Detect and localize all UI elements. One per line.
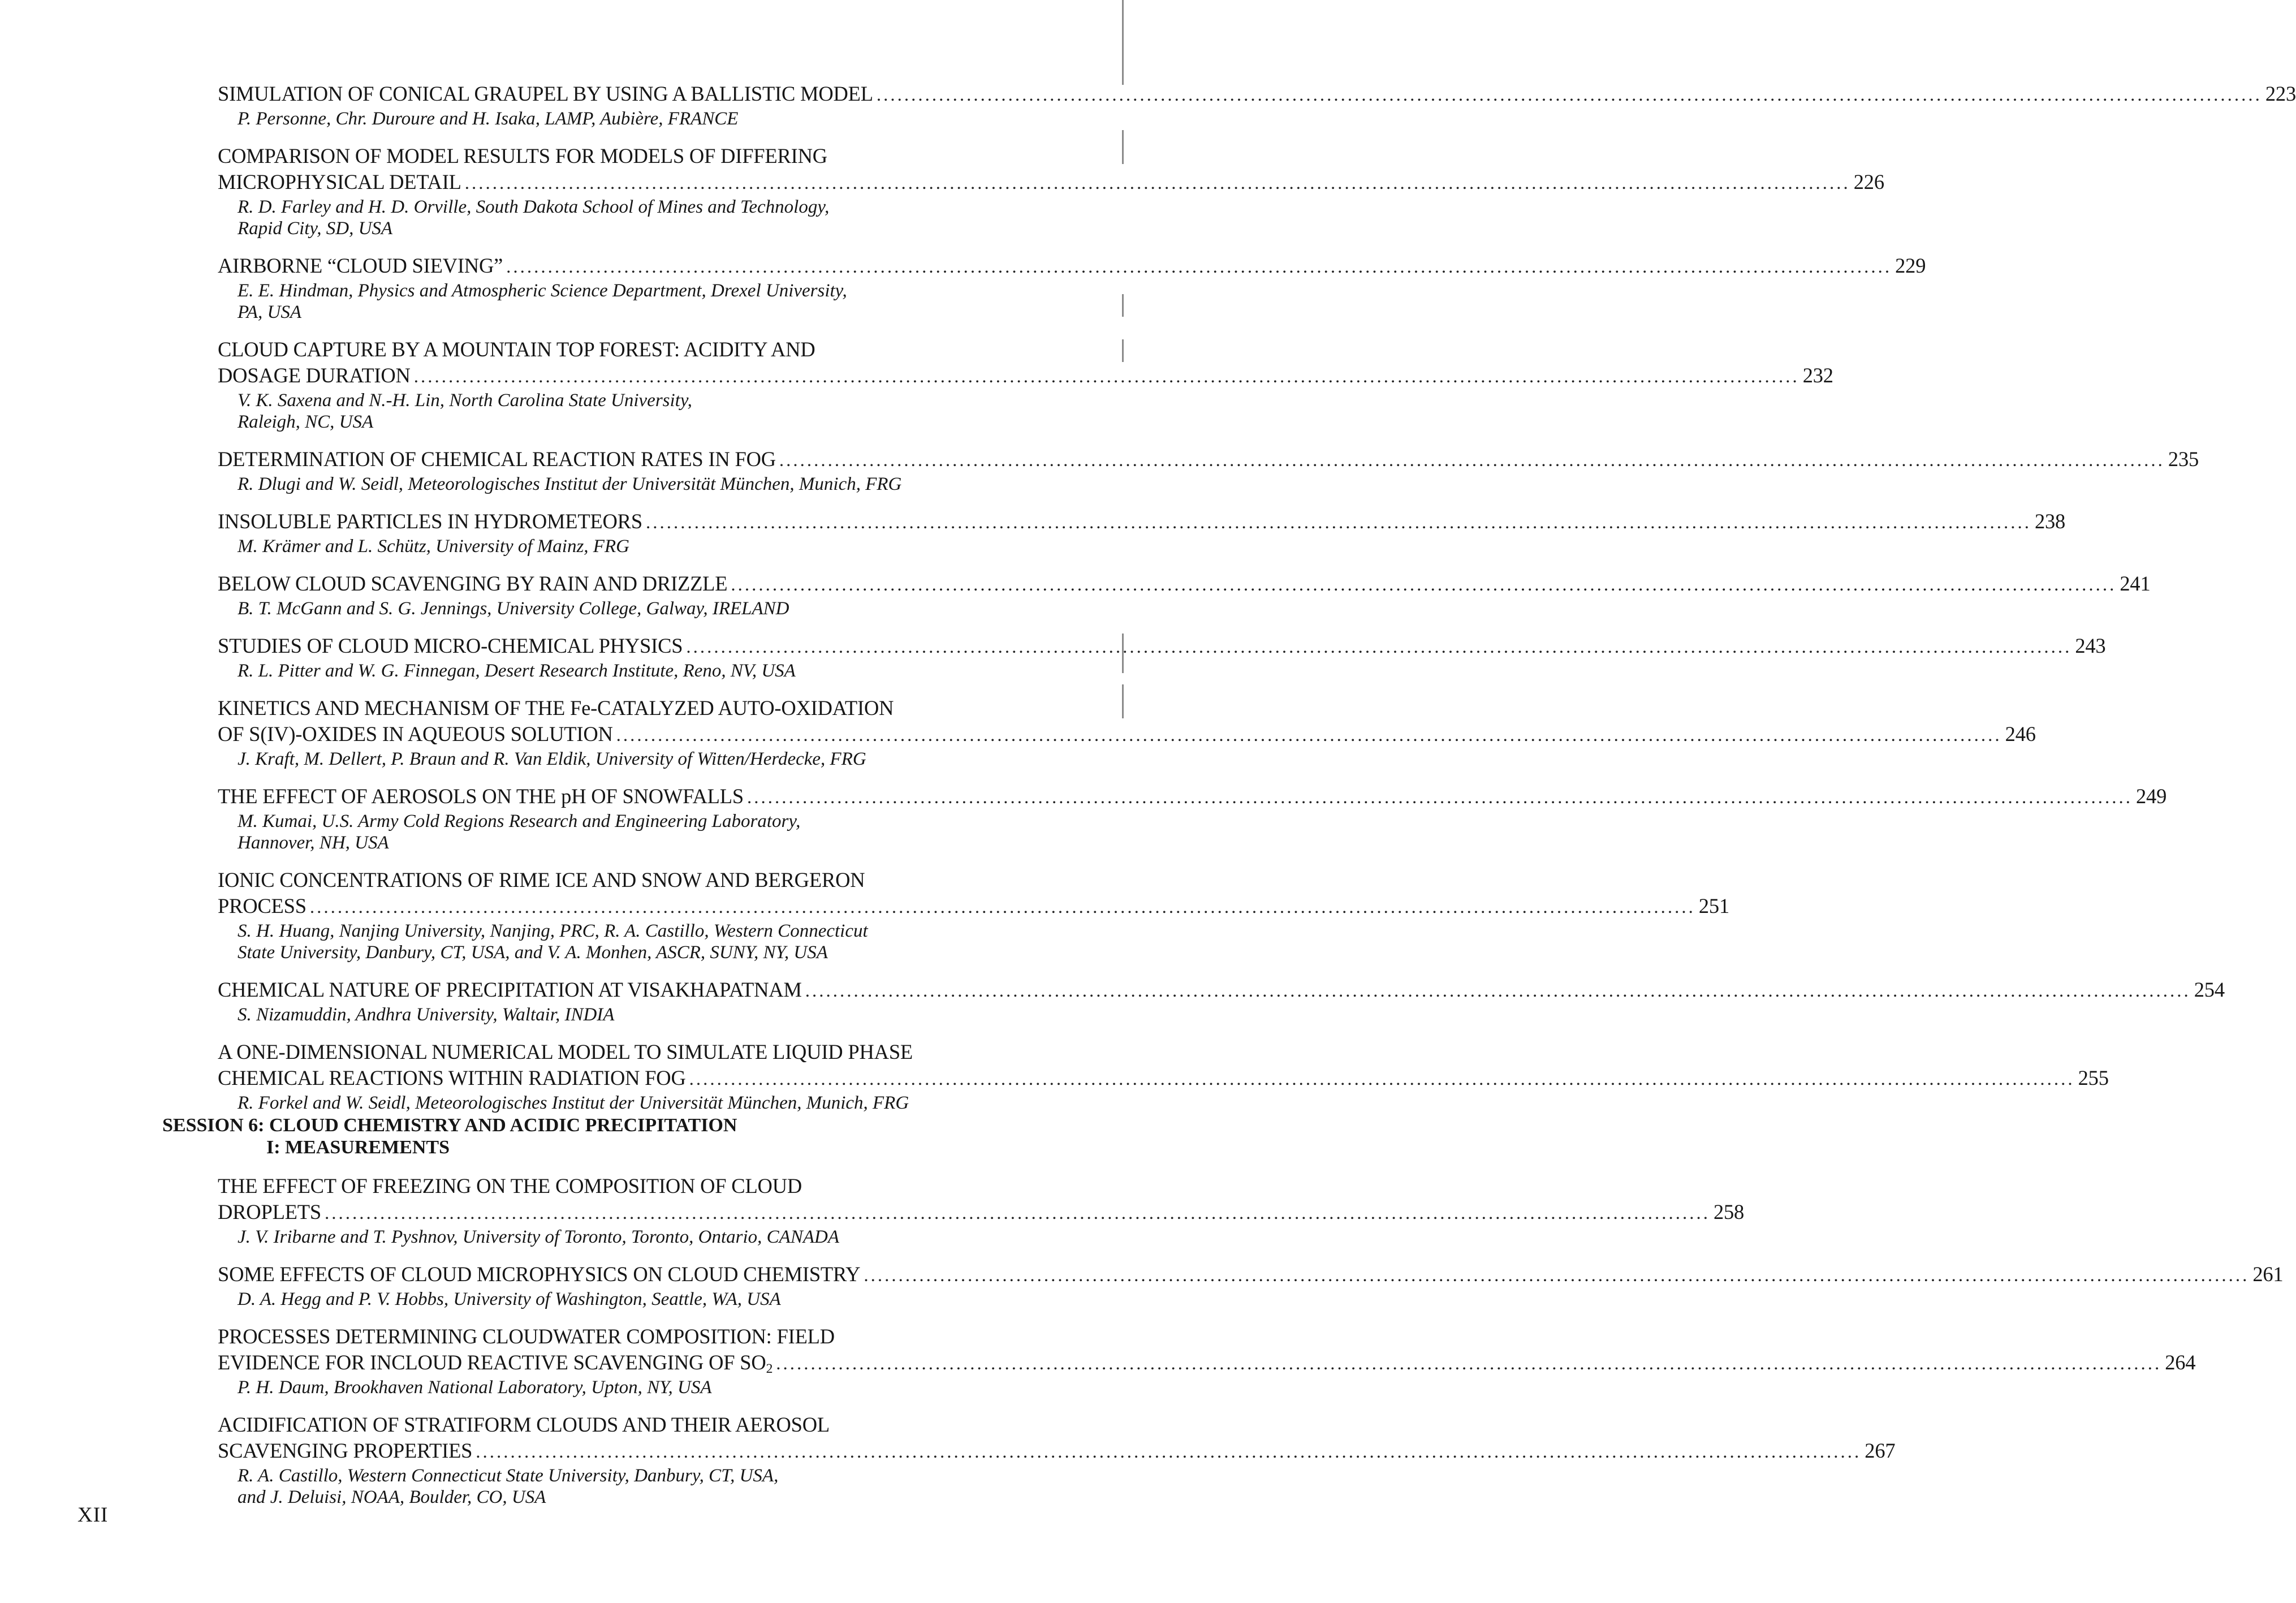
toc-title-line-with-page bbox=[218, 363, 1833, 390]
toc-title-line-with-page bbox=[218, 893, 1730, 920]
toc-authors: M. Krämer and L. Schütz, University of Mainz, FRG bbox=[238, 536, 629, 557]
toc-page-number: 255 bbox=[2078, 1066, 2109, 1089]
toc-section-1 bbox=[218, 81, 2296, 1127]
toc-page-number: 232 bbox=[1802, 364, 1833, 387]
subscript: 2 bbox=[766, 1361, 773, 1376]
dot-leader: ........................................................................................................................................................................................................ bbox=[776, 1354, 2162, 1374]
toc-title-line-with-page bbox=[218, 783, 2167, 811]
toc-title-line: A ONE-DIMENSIONAL NUMERICAL MODEL TO SIMULATE LIQUID PHASE bbox=[218, 1040, 913, 1063]
toc-page-number: 261 bbox=[2252, 1262, 2284, 1286]
toc-title-text: CHEMICAL REACTIONS WITHIN RADIATION FOG bbox=[218, 1066, 686, 1089]
toc-entry bbox=[218, 1039, 2109, 1114]
toc-title-line-with-page bbox=[218, 721, 2036, 748]
page-edge-line bbox=[1122, 294, 1124, 317]
toc-title-text: SCAVENGING PROPERTIES bbox=[218, 1439, 473, 1462]
toc-authors: and J. Deluisi, NOAA, Boulder, CO, USA bbox=[238, 1487, 546, 1507]
toc-authors: R. Forkel and W. Seidl, Meteorologisches Institut der Universität München, Munich, FRG bbox=[238, 1093, 909, 1113]
toc-authors: Rapid City, SD, USA bbox=[238, 218, 393, 239]
toc-entry bbox=[218, 81, 2296, 130]
toc-title-line-with-page bbox=[218, 1261, 2284, 1289]
toc-title-text: EVIDENCE FOR INCLOUD REACTIVE SCAVENGING OF $SO_2$ bbox=[218, 1351, 773, 1376]
dot-leader: ........................................................................................................................................................................................................ bbox=[746, 787, 2133, 808]
page-number: XII bbox=[77, 1503, 109, 1527]
toc-authors: Raleigh, NC, USA bbox=[238, 412, 374, 432]
toc-title-text: DETERMINATION OF CHEMICAL REACTION RATES IN FOG bbox=[218, 447, 776, 471]
toc-authors: B. T. McGann and S. G. Jennings, University College, Galway, IRELAND bbox=[238, 598, 789, 619]
toc-title-text: OF S(IV)-OXIDES IN AQUEOUS SOLUTION bbox=[218, 722, 613, 746]
toc-entry bbox=[218, 143, 1884, 239]
toc-page-number: 267 bbox=[1865, 1439, 1896, 1462]
dot-leader: ........................................................................................................................................................................................................ bbox=[413, 367, 1799, 387]
toc-title-text: PROCESS bbox=[218, 894, 307, 917]
page-edge-line bbox=[1122, 339, 1124, 362]
toc-entry bbox=[218, 253, 1926, 323]
dot-leader: ........................................................................................................................................................................................................ bbox=[686, 637, 2072, 657]
toc-title-text: CHEMICAL NATURE OF PRECIPITATION AT VISAKHAPATNAM bbox=[218, 978, 802, 1001]
toc-title-line-with-page bbox=[218, 1199, 1745, 1226]
toc-entry bbox=[218, 1261, 2284, 1310]
toc-authors: R. L. Pitter and W. G. Finnegan, Desert Research Institute, Reno, NV, USA bbox=[238, 661, 796, 681]
toc-entry bbox=[218, 446, 2199, 495]
toc-page-number: 243 bbox=[2075, 634, 2106, 657]
toc-page-number: 258 bbox=[1713, 1200, 1745, 1223]
toc-title-text: SIMULATION OF CONICAL GRAUPEL BY USING A BALLISTIC MODEL bbox=[218, 82, 873, 105]
toc-title-line: THE EFFECT OF FREEZING ON THE COMPOSITION OF CLOUD bbox=[218, 1174, 802, 1197]
dot-leader: ........................................................................................................................................................................................................ bbox=[805, 981, 2191, 1001]
toc-entry bbox=[218, 633, 2106, 682]
toc-entry bbox=[218, 571, 2151, 619]
toc-entry bbox=[218, 783, 2167, 854]
dot-leader: ........................................................................................................................................................................................................ bbox=[864, 1265, 2250, 1286]
toc-page-number: 226 bbox=[1853, 170, 1884, 193]
toc-title-text: DOSAGE DURATION bbox=[218, 364, 411, 387]
toc-page-number: 238 bbox=[2034, 510, 2066, 533]
toc-entry bbox=[218, 337, 1833, 433]
toc-page-number: 254 bbox=[2194, 978, 2225, 1001]
dot-leader: ........................................................................................................................................................................................................ bbox=[779, 450, 2165, 471]
toc-authors: PA, USA bbox=[238, 302, 302, 322]
toc-title-text: AIRBORNE “CLOUD SIEVING” bbox=[218, 254, 503, 277]
toc-title-line-with-page bbox=[218, 633, 2106, 660]
toc-entry bbox=[218, 509, 2066, 557]
toc-title-line-with-page bbox=[218, 169, 1884, 196]
toc-page-number: 241 bbox=[2120, 572, 2151, 595]
toc-authors: D. A. Hegg and P. V. Hobbs, University of Washington, Seattle, WA, USA bbox=[238, 1289, 781, 1309]
toc-authors: P. Personne, Chr. Duroure and H. Isaka, LAMP, Aubière, FRANCE bbox=[238, 109, 739, 129]
dot-leader: ........................................................................................................................................................................................................ bbox=[506, 257, 1892, 277]
toc-title-line-with-page bbox=[218, 977, 2225, 1004]
toc-authors: R. D. Farley and H. D. Orville, South Dakota School of Mines and Technology, bbox=[238, 197, 830, 217]
toc-entry bbox=[218, 1173, 1745, 1248]
page-edge-line bbox=[1122, 684, 1124, 718]
toc-authors: S. H. Huang, Nanjing University, Nanjing, PRC, R. A. Castillo, Western Connecticut bbox=[238, 921, 868, 941]
page-edge-line bbox=[1122, 0, 1124, 85]
toc-title-line: CLOUD CAPTURE BY A MOUNTAIN TOP FOREST: ACIDITY AND bbox=[218, 338, 815, 361]
toc-entry bbox=[218, 1324, 2196, 1398]
toc-authors: R. A. Castillo, Western Connecticut State University, Danbury, CT, USA, bbox=[238, 1466, 779, 1486]
toc-title-text: SOME EFFECTS OF CLOUD MICROPHYSICS ON CLOUD CHEMISTRY bbox=[218, 1262, 861, 1286]
dot-leader: ........................................................................................................................................................................................................ bbox=[731, 575, 2117, 595]
toc-section-2 bbox=[218, 1173, 2284, 1522]
toc-authors: Hannover, NH, USA bbox=[238, 833, 389, 853]
toc-title-text: THE EFFECT OF AEROSOLS ON THE pH OF SNOWFALLS bbox=[218, 785, 744, 808]
toc-title-line: KINETICS AND MECHANISM OF THE Fe-CATALYZED AUTO-OXIDATION bbox=[218, 696, 894, 719]
toc-entry bbox=[218, 867, 1730, 963]
toc-page-number: 223 bbox=[2265, 82, 2296, 105]
toc-entry bbox=[218, 695, 2036, 770]
toc-title-line-with-page bbox=[218, 1438, 1896, 1465]
dot-leader: ........................................................................................................................................................................................................ bbox=[309, 897, 1695, 917]
toc-authors: V. K. Saxena and N.-H. Lin, North Carolina State University, bbox=[238, 390, 692, 411]
toc-title-line-with-page bbox=[218, 1065, 2109, 1092]
toc-page-number: 229 bbox=[1895, 254, 1926, 277]
toc-title-line: PROCESSES DETERMINING CLOUDWATER COMPOSITION: FIELD bbox=[218, 1325, 835, 1348]
toc-authors: J. V. Iribarne and T. Pyshnov, University of Toronto, Toronto, Ontario, CANADA bbox=[238, 1227, 839, 1247]
toc-entry bbox=[218, 977, 2225, 1025]
dot-leader: ........................................................................................................................................................................................................ bbox=[476, 1442, 1862, 1462]
toc-title-line-with-page bbox=[218, 1350, 2196, 1377]
toc-page-number: 246 bbox=[2005, 722, 2036, 746]
toc-authors: J. Kraft, M. Dellert, P. Braun and R. Van Eldik, University of Witten/Herdecke, FRG bbox=[238, 749, 866, 769]
dot-leader: ........................................................................................................................................................................................................ bbox=[689, 1069, 2075, 1089]
session-title: SESSION 6: CLOUD CHEMISTRY AND ACIDIC PRECIPITATION bbox=[162, 1115, 737, 1136]
toc-title-text: BELOW CLOUD SCAVENGING BY RAIN AND DRIZZLE bbox=[218, 572, 728, 595]
page-edge-line bbox=[1122, 130, 1124, 164]
toc-authors: State University, Danbury, CT, USA, and V. A. Monhen, ASCR, SUNY, NY, USA bbox=[238, 942, 828, 963]
toc-title-line: COMPARISON OF MODEL RESULTS FOR MODELS OF DIFFERING bbox=[218, 144, 827, 167]
toc-title-line-with-page bbox=[218, 81, 2296, 108]
toc-authors: P. H. Daum, Brookhaven National Laboratory, Upton, NY, USA bbox=[238, 1377, 712, 1398]
session-subtitle: I: MEASUREMENTS bbox=[266, 1137, 450, 1158]
toc-title-line-with-page bbox=[218, 509, 2066, 536]
dot-leader: ........................................................................................................................................................................................................ bbox=[324, 1203, 1710, 1223]
dot-leader: ........................................................................................................................................................................................................ bbox=[645, 512, 2031, 533]
toc-page-number: 249 bbox=[2135, 785, 2167, 808]
toc-authors: R. Dlugi and W. Seidl, Meteorologisches Institut der Universität München, Munich, FRG bbox=[238, 474, 902, 494]
toc-title-text: DROPLETS bbox=[218, 1200, 321, 1223]
toc-authors: M. Kumai, U.S. Army Cold Regions Research and Engineering Laboratory, bbox=[238, 811, 801, 831]
dot-leader: ........................................................................................................................................................................................................ bbox=[876, 85, 2262, 105]
toc-page-number: 264 bbox=[2165, 1351, 2196, 1374]
toc-page-number: 235 bbox=[2168, 447, 2199, 471]
session-heading bbox=[162, 1114, 982, 1158]
toc-title-line-with-page bbox=[218, 253, 1926, 280]
toc-title-line-with-page bbox=[218, 571, 2151, 598]
toc-title-text: STUDIES OF CLOUD MICRO-CHEMICAL PHYSICS bbox=[218, 634, 683, 657]
toc-entry bbox=[218, 1412, 1896, 1508]
toc-authors: S. Nizamuddin, Andhra University, Waltair, INDIA bbox=[238, 1005, 615, 1025]
toc-title-text: INSOLUBLE PARTICLES IN HYDROMETEORS bbox=[218, 510, 642, 533]
toc-page-number: 251 bbox=[1698, 894, 1730, 917]
toc-title-line: IONIC CONCENTRATIONS OF RIME ICE AND SNOW AND BERGERON bbox=[218, 868, 865, 891]
dot-leader: ........................................................................................................................................................................................................ bbox=[464, 173, 1850, 193]
toc-title-text: MICROPHYSICAL DETAIL bbox=[218, 170, 461, 193]
dot-leader: ........................................................................................................................................................................................................ bbox=[616, 725, 2002, 746]
toc-authors: E. E. Hindman, Physics and Atmospheric Science Department, Drexel University, bbox=[238, 281, 847, 301]
toc-title-line: ACIDIFICATION OF STRATIFORM CLOUDS AND THEIR AEROSOL bbox=[218, 1413, 830, 1436]
toc-title-line-with-page bbox=[218, 446, 2199, 473]
